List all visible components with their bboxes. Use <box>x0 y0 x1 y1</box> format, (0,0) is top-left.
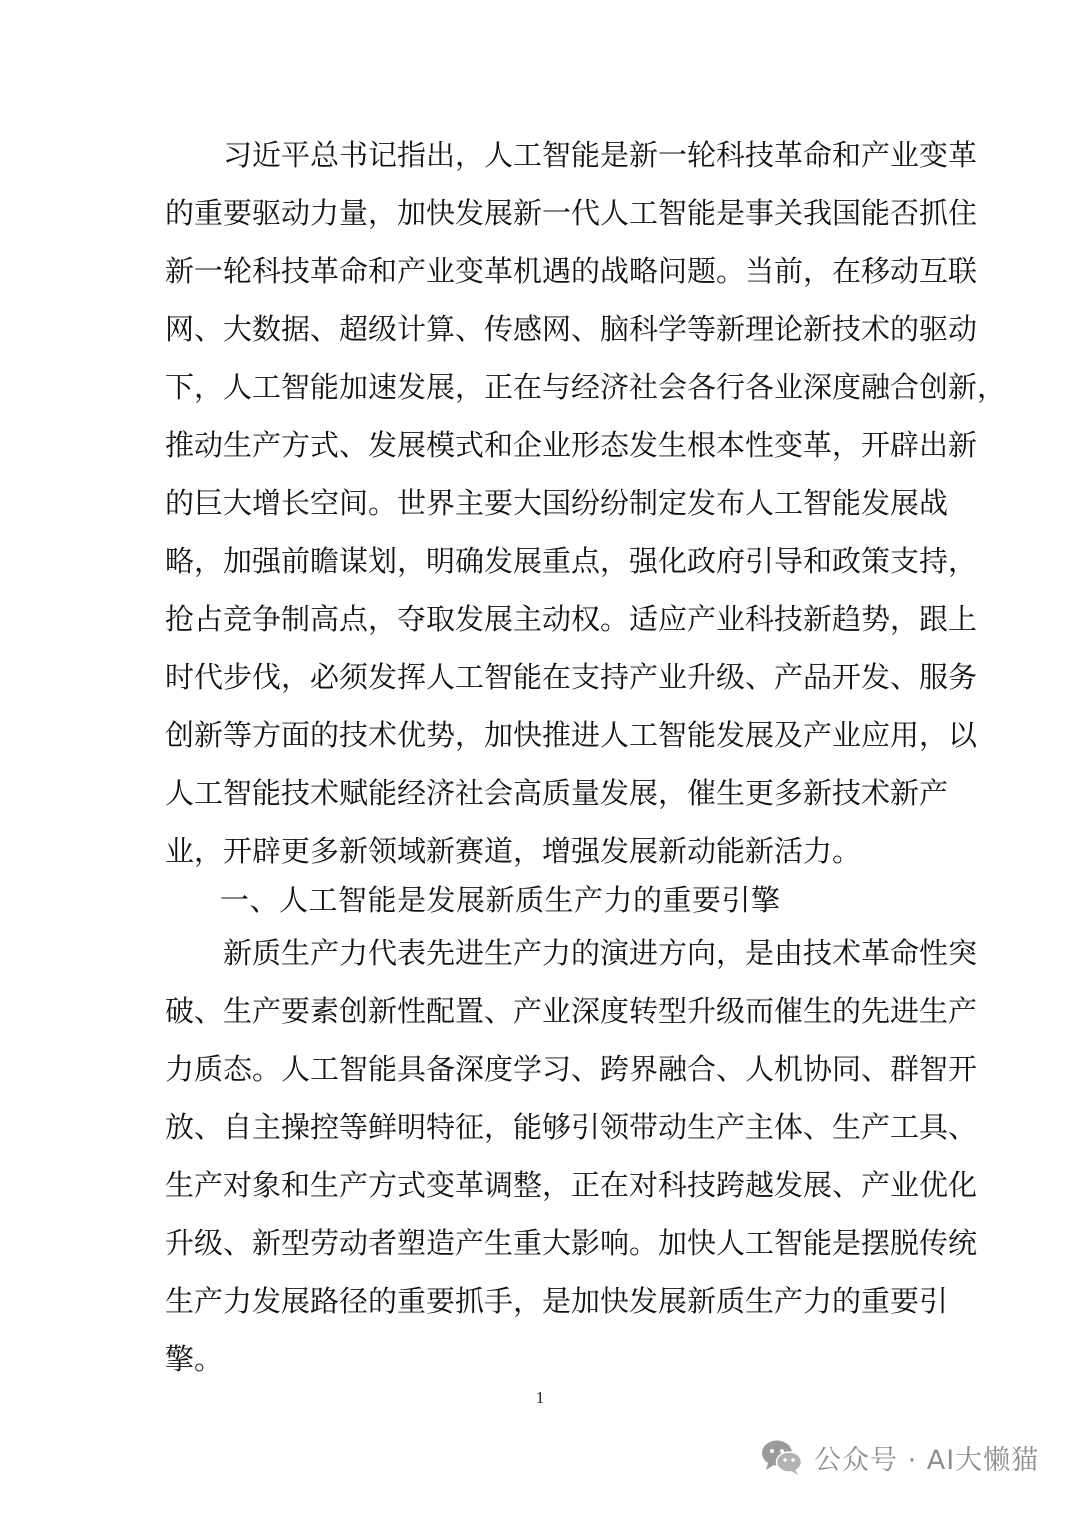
paragraph-line: 略，加强前瞻谋划，明确发展重点，强化政府引导和政策支持， <box>165 544 978 578</box>
paragraph-line: 时代步伐，必须发挥人工智能在支持产业升级、产品开发、服务 <box>165 660 978 694</box>
paragraph-line: 业，开辟更多新领域新赛道，增强发展新动能新活力。 <box>165 834 862 868</box>
wechat-icon <box>760 1437 804 1477</box>
paragraph-line: 推动生产方式、发展模式和企业形态发生根本性变革，开辟出新 <box>165 428 978 462</box>
paragraph-line: 力质态。人工智能具备深度学习、跨界融合、人机协同、群智开 <box>165 1052 978 1086</box>
paragraph-line: 生产对象和生产方式变革调整，正在对科技跨越发展、产业优化 <box>165 1168 978 1202</box>
paragraph-line: 下，人工智能加速发展，正在与经济社会各行各业深度融合创新， <box>165 370 1007 404</box>
paragraph-line: 新质生产力代表先进生产力的演进方向，是由技术革命性突 <box>223 936 978 970</box>
paragraph-line: 网、大数据、超级计算、传感网、脑科学等新理论新技术的驱动 <box>165 312 978 346</box>
paragraph-line: 放、自主操控等鲜明特征，能够引领带动生产主体、生产工具、 <box>165 1110 978 1144</box>
paragraph-line: 创新等方面的技术优势，加快推进人工智能发展及产业应用，以 <box>165 718 978 752</box>
paragraph-line: 的巨大增长空间。世界主要大国纷纷制定发布人工智能发展战 <box>165 486 949 520</box>
paragraph-line: 擎。 <box>165 1342 224 1376</box>
section-heading: 一、人工智能是发展新质生产力的重要引擎 <box>220 883 781 917</box>
paragraph-line: 人工智能技术赋能经济社会高质量发展，催生更多新技术新产 <box>165 776 949 810</box>
paragraph-line: 的重要驱动力量，加快发展新一代人工智能是事关我国能否抓住 <box>165 196 978 230</box>
paragraph-line: 破、生产要素创新性配置、产业深度转型升级而催生的先进生产 <box>165 994 978 1028</box>
page-number: 1 <box>535 1388 545 1407</box>
paragraph-line: 新一轮科技革命和产业变革机遇的战略问题。当前，在移动互联 <box>165 254 978 288</box>
paragraph-line: 习近平总书记指出，人工智能是新一轮科技革命和产业变革 <box>223 138 978 172</box>
watermark <box>760 1432 1039 1482</box>
watermark-text: 公众号 · AI大懒猫 <box>814 1444 1040 1476</box>
paragraph-line: 抢占竞争制高点，夺取发展主动权。适应产业科技新趋势，跟上 <box>165 602 978 636</box>
paragraph-line: 生产力发展路径的重要抓手，是加快发展新质生产力的重要引 <box>165 1284 949 1318</box>
paragraph-line: 升级、新型劳动者塑造产生重大影响。加快人工智能是摆脱传统 <box>165 1226 978 1260</box>
